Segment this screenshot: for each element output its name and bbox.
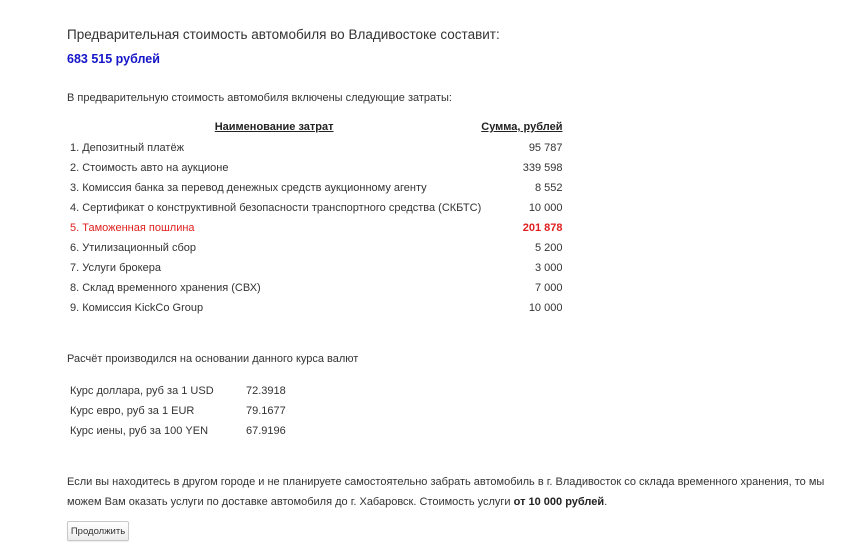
cost-sum: 10 000 [528,302,563,314]
delivery-offer-end: . [604,496,608,508]
cost-sum: 201 878 [522,222,563,234]
table-row [67,198,562,218]
table-row-customs-duty [67,218,562,238]
cost-sum: 7 000 [534,282,563,294]
table-row [67,138,562,158]
exchange-rates-title: Расчёт производился на основании данного курса валют [67,353,359,365]
cost-name: 6. Утилизационный сбор [70,242,196,254]
table-row [67,381,286,401]
cost-name: 8. Склад временного хранения (СВХ) [70,282,261,294]
cost-sum: 8 552 [534,182,563,194]
table-row [67,158,562,178]
cost-name: 4. Сертификат о конструктивной безопасности транспортного средства (СКБТС) [70,202,482,214]
cost-sum: 95 787 [528,142,563,154]
result-headline: Предварительная стоимость автомобиля во Владивостоке составит: [67,27,500,42]
cost-sum: 3 000 [534,262,563,274]
total-price: 683 515 рублей [67,52,160,66]
cost-name: 5. Таможенная пошлина [70,222,195,234]
costs-table-header [67,121,562,138]
delivery-offer [67,472,857,512]
cost-name: 9. Комиссия KickCo Group [70,302,204,314]
rate-label: Курс доллара, руб за 1 USD [70,385,214,397]
cost-name: 3. Комиссия банка за перевод денежных средств аукционному агенту [70,182,427,194]
cost-sum: 339 598 [522,162,563,174]
table-row [67,278,562,298]
delivery-price: от 10 000 рублей [513,496,605,508]
table-row [67,298,562,318]
cost-sum: 5 200 [534,242,563,254]
rate-value: 79.1677 [246,405,286,417]
cost-name: 1. Депозитный платёж [70,142,184,154]
cost-name: 2. Стоимость авто на аукционе [70,162,229,174]
table-row [67,178,562,198]
table-row [67,401,286,421]
header-cost-sum: Сумма, рублей [481,121,563,133]
costs-table [67,121,562,318]
cost-name: 7. Услуги брокера [70,262,161,274]
table-row [67,421,286,441]
rate-value: 67.9196 [246,425,286,437]
continue-button[interactable]: Продолжить [67,521,129,541]
table-row [67,258,562,278]
cost-sum: 10 000 [528,202,563,214]
table-row [67,238,562,258]
rate-label: Курс евро, руб за 1 EUR [70,405,195,417]
rate-label: Курс иены, руб за 100 YEN [70,425,209,437]
exchange-rates-table [67,381,286,441]
included-costs-note: В предварительную стоимость автомобиля включены следующие затраты: [67,92,452,104]
header-cost-name: Наименование затрат [214,121,334,133]
rate-value: 72.3918 [246,385,286,397]
delivery-offer-text: Если вы находитесь в другом городе и не планируете самостоятельно забрать автомобиль в г. Владивосток со склада временного хранения, то мы можем Вам оказать услуги по доставке автомобиля до г. Хабаровск. Стоимость услуги [67,476,825,508]
